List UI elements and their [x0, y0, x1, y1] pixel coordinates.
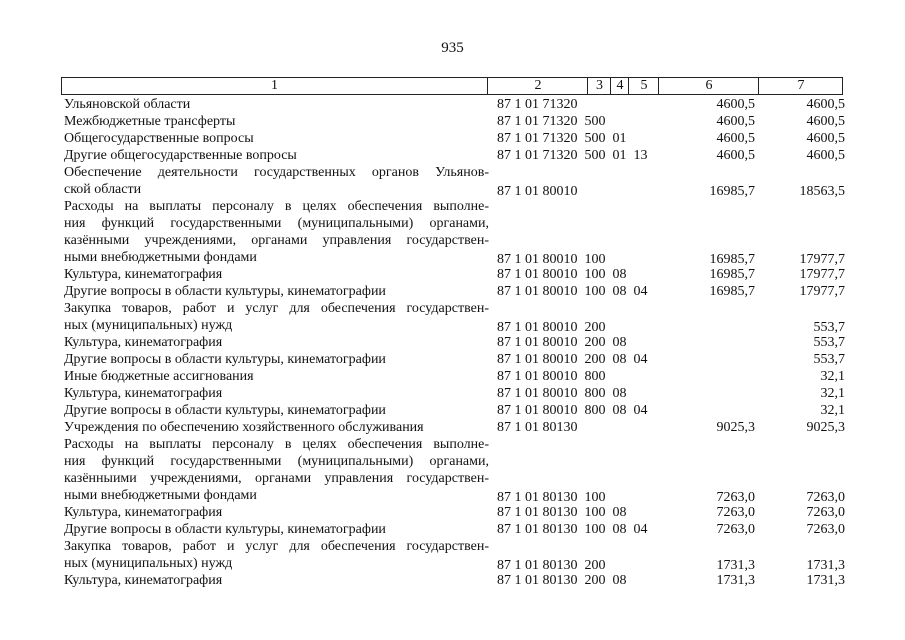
table-row	[0, 351, 905, 368]
description-line: Другие вопросы в области культуры, кинематографии	[64, 403, 386, 418]
header-col-4: 4	[610, 78, 629, 94]
description-line: Ульяновской области	[64, 97, 191, 112]
description-line: Учреждения по обеспечению хозяйственного обслуживания	[64, 420, 424, 435]
table-row	[0, 436, 905, 504]
description-line: Другие общегосударственные вопросы	[64, 148, 297, 163]
value-col7: 7263,0	[806, 522, 845, 537]
row-code: 87 1 01 80010 100 08 04	[497, 284, 648, 299]
row-code: 87 1 01 80130 200 08	[497, 573, 627, 588]
value-col6: 16985,7	[709, 267, 755, 282]
description-line: ния функций государственными (муниципальными) органами,	[64, 216, 489, 231]
row-description	[64, 147, 489, 164]
table-row	[0, 300, 905, 334]
value-col7: 1731,3	[806, 558, 845, 573]
table-row	[0, 572, 905, 589]
row-description	[64, 130, 489, 147]
description-line: Общегосударственные вопросы	[64, 131, 254, 146]
description-line: ных (муниципальных) нужд	[64, 556, 233, 571]
description-line: ской области	[64, 182, 142, 197]
value-col7: 4600,5	[806, 148, 845, 163]
value-col7: 4600,5	[806, 114, 845, 129]
table-row	[0, 266, 905, 283]
table-row	[0, 504, 905, 521]
row-code: 87 1 01 80010 800 08 04	[497, 403, 648, 418]
header-col-5: 5	[628, 78, 659, 94]
value-col6: 9025,3	[716, 420, 755, 435]
description-line: Расходы на выплаты персоналу в целях обеспечения выполне-	[64, 199, 489, 214]
row-code: 87 1 01 80130 200	[497, 558, 606, 573]
header-col-7: 7	[758, 78, 843, 94]
value-col6: 7263,0	[716, 505, 755, 520]
table-row	[0, 283, 905, 300]
value-col7: 17977,7	[799, 267, 845, 282]
row-code: 87 1 01 80010 100 08	[497, 267, 627, 282]
row-code: 87 1 01 80130 100	[497, 490, 606, 505]
description-line: Закупка товаров, работ и услуг для обеспечения государствен-	[64, 301, 489, 316]
table-row	[0, 538, 905, 572]
row-code: 87 1 01 80010 200 08 04	[497, 352, 648, 367]
value-col7: 553,7	[813, 320, 845, 335]
row-code: 87 1 01 80010	[497, 184, 578, 199]
table-row	[0, 113, 905, 130]
value-col7: 4600,5	[806, 131, 845, 146]
value-col7: 32,1	[820, 369, 845, 384]
value-col7: 17977,7	[799, 284, 845, 299]
row-code: 87 1 01 80010 200	[497, 320, 606, 335]
row-description	[64, 419, 489, 436]
value-col7: 7263,0	[806, 505, 845, 520]
description-line: казённыими учреждениями, органами управления государствен-	[64, 471, 489, 486]
value-col6: 1731,3	[716, 573, 755, 588]
row-description	[64, 198, 489, 266]
value-col7: 1731,3	[806, 573, 845, 588]
row-description	[64, 368, 489, 385]
value-col6: 4600,5	[716, 97, 755, 112]
row-description	[64, 504, 489, 521]
value-col7: 9025,3	[806, 420, 845, 435]
row-code: 87 1 01 80010 200 08	[497, 335, 627, 350]
table-row	[0, 96, 905, 113]
description-line: Иные бюджетные ассигнования	[64, 369, 254, 384]
description-line: Культура, кинематография	[64, 267, 223, 282]
row-code: 87 1 01 71320 500 01	[497, 131, 627, 146]
value-col7: 32,1	[820, 403, 845, 418]
table-row	[0, 147, 905, 164]
row-code: 87 1 01 71320 500	[497, 114, 606, 129]
value-col7: 4600,5	[806, 97, 845, 112]
header-col-1: 1	[271, 78, 278, 93]
row-description	[64, 283, 489, 300]
row-code: 87 1 01 80010 100	[497, 252, 606, 267]
description-line: Закупка товаров, работ и услуг для обеспечения государствен-	[64, 539, 489, 554]
row-description	[64, 113, 489, 130]
row-code: 87 1 01 80130 100 08 04	[497, 522, 648, 537]
value-col6: 16985,7	[709, 284, 755, 299]
table-row	[0, 164, 905, 198]
row-code: 87 1 01 80010 800 08	[497, 386, 627, 401]
row-code: 87 1 01 71320 500 01 13	[497, 148, 648, 163]
table-row	[0, 368, 905, 385]
row-description	[64, 538, 489, 572]
value-col6: 7263,0	[716, 490, 755, 505]
value-col7: 7263,0	[806, 490, 845, 505]
row-description	[64, 164, 489, 198]
value-col6: 4600,5	[716, 114, 755, 129]
value-col6: 1731,3	[716, 558, 755, 573]
table-row	[0, 521, 905, 538]
description-line: ными внебюджетными фондами	[64, 250, 257, 265]
description-line: ных (муниципальных) нужд	[64, 318, 233, 333]
table-row	[0, 402, 905, 419]
value-col7: 17977,7	[799, 252, 845, 267]
value-col6: 4600,5	[716, 131, 755, 146]
table-row	[0, 130, 905, 147]
description-line: казёнными учреждениями, органами управления государствен-	[64, 233, 489, 248]
description-line: Культура, кинематография	[64, 573, 223, 588]
description-line: Культура, кинематография	[64, 386, 223, 401]
description-line: Расходы на выплаты персоналу в целях обеспечения выполне-	[64, 437, 489, 452]
header-col-3: 3	[587, 78, 611, 94]
description-line: Культура, кинематография	[64, 505, 223, 520]
description-line: Культура, кинематография	[64, 335, 223, 350]
row-description	[64, 334, 489, 351]
description-line: ния функций государственными (муниципальными) органами,	[64, 454, 489, 469]
row-code: 87 1 01 71320	[497, 97, 578, 112]
value-col7: 18563,5	[799, 184, 845, 199]
table-header	[61, 77, 843, 95]
table-row	[0, 419, 905, 436]
value-col6: 16985,7	[709, 252, 755, 267]
row-description	[64, 300, 489, 334]
value-col6: 16985,7	[709, 184, 755, 199]
row-description	[64, 521, 489, 538]
row-description	[64, 266, 489, 283]
row-description	[64, 402, 489, 419]
row-description	[64, 385, 489, 402]
header-col-6: 6	[658, 78, 759, 94]
value-col6: 4600,5	[716, 148, 755, 163]
value-col6: 7263,0	[716, 522, 755, 537]
description-line: Обеспечение деятельности государственных органов Ульянов-	[64, 165, 489, 180]
description-line: Межбюджетные трансферты	[64, 114, 236, 129]
row-description	[64, 436, 489, 504]
row-code: 87 1 01 80130 100 08	[497, 505, 627, 520]
budget-table	[0, 96, 905, 589]
description-line: Другие вопросы в области культуры, кинематографии	[64, 284, 386, 299]
page-number: 935	[441, 40, 464, 56]
description-line: ными внебюджетными фондами	[64, 488, 257, 503]
header-col-2: 2	[487, 78, 588, 94]
table-row	[0, 385, 905, 402]
row-code: 87 1 01 80130	[497, 420, 578, 435]
table-row	[0, 198, 905, 266]
value-col7: 553,7	[813, 335, 845, 350]
description-line: Другие вопросы в области культуры, кинематографии	[64, 522, 386, 537]
row-code: 87 1 01 80010 800	[497, 369, 606, 384]
value-col7: 553,7	[813, 352, 845, 367]
row-description	[64, 351, 489, 368]
row-description	[64, 572, 489, 589]
description-line: Другие вопросы в области культуры, кинематографии	[64, 352, 386, 367]
value-col7: 32,1	[820, 386, 845, 401]
row-description	[64, 96, 489, 113]
table-row	[0, 334, 905, 351]
